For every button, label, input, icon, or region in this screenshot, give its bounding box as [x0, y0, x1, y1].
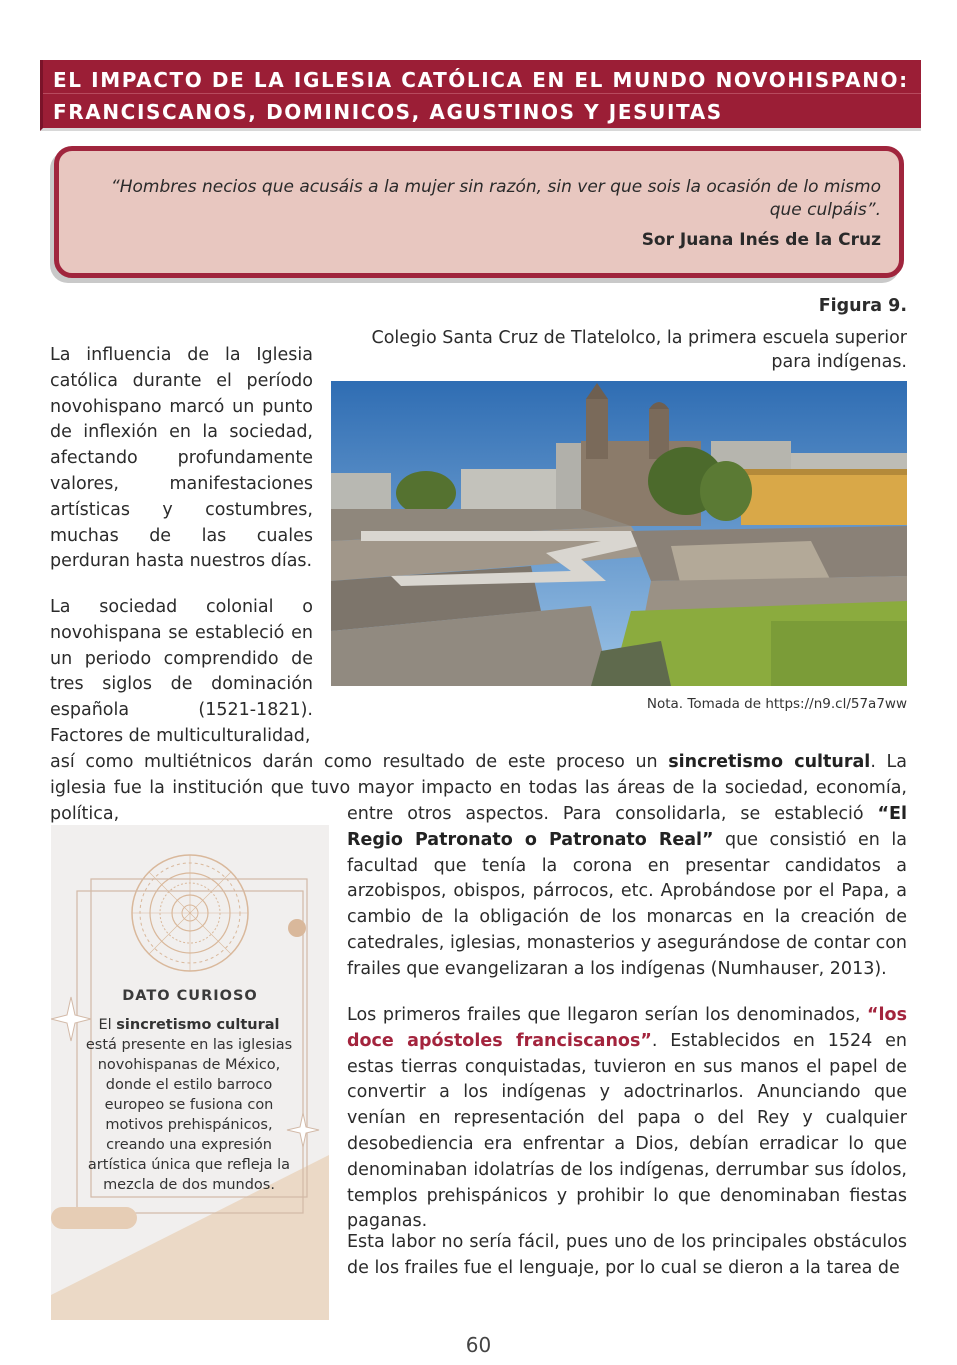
paragraph-2-text-a: así como multiétnicos darán como resultado de este proceso un — [50, 752, 669, 772]
quote-author: Sor Juana Inés de la Cruz — [641, 230, 881, 250]
paragraph-4: Esta labor no sería fácil, pues uno de los principales obstáculos de los frailes fue el lenguaje, por lo cual se dieron a la tarea de — [347, 1232, 907, 1278]
figure-label: Figura 9. — [818, 296, 907, 316]
page-title-line-1: EL IMPACTO DE LA IGLESIA CATÓLICA EN EL MUNDO NOVOHISPANO: — [53, 68, 909, 92]
dato-text-b: está presente en las iglesias novohispanas de México, donde el estilo barroco europeo se fusiona con motivos prehispánicos, creando una expresión artística única que refleja la mezcla de dos mundos. — [85, 1037, 293, 1193]
dato-curioso-title: DATO CURIOSO — [122, 988, 258, 1004]
paragraph-2-right — [347, 802, 907, 983]
page-title — [53, 64, 913, 128]
figure-caption: Colegio Santa Cruz de Tlatelolco, la primera escuela superior para indígenas. — [371, 328, 907, 372]
patronato-bold: “El Regio Patronato o Patronato Real” — [347, 804, 907, 850]
paragraph-3 — [347, 1003, 907, 1235]
figure-note: Nota. Tomada de https://n9.cl/57a7ww — [646, 696, 907, 712]
quote-box — [54, 146, 904, 278]
paragraph-2-right-a: entre otros aspectos. Para consolidarla, se estableció — [347, 804, 878, 824]
page-number: 60 — [465, 1333, 492, 1357]
dato-text-a: El — [98, 1017, 117, 1033]
paragraph-2-left: La sociedad colonial o novohispana se estableció en un periodo comprendido de tres siglos de dominación española (1521-1821). Factores de multiculturalidad, — [50, 597, 313, 746]
sincretismo-bold: sincretismo cultural — [668, 752, 871, 772]
paragraph-3-a: Los primeros frailes que llegaron serían los denominados, — [347, 1005, 868, 1025]
paragraph-1: La influencia de la Iglesia católica durante el período novohispano marcó un punto de inflexión en la sociedad, afectando profundamente valores, manifestaciones artísticas y costumbres, muchas de las cuales perduran hasta nuestros días. — [50, 345, 313, 572]
quote-text: “Hombres necios que acusáis a la mujer sin razón, sin ver que sois la ocasión de lo mismo que culpáis”. — [110, 177, 881, 220]
tlatelolco-photo — [331, 381, 907, 686]
dato-curioso-text — [82, 1015, 296, 1195]
title-banner — [40, 60, 921, 131]
paragraph-2-right-b: que consistió en la facultad que tenía la corona en presentar candidatos a arzobispos, obispos, párrocos, etc. Aprobándose por el Papa, a cambio de la obligación de los monarcas en la creación de catedrales, iglesias, monasterios y asegurándose de contar con frailes que evangelizaran a los indígenas (Numhauser, 2013). — [347, 829, 907, 979]
paragraph-3-b: . Establecidos en 1524 en estas tierras conquistadas, tuvieron en sus manos el papel de convertir a los indígenas y adoctrinarlos. Anunciando que venían en representación del papa o del Rey y cualquier desobediencia era enfrentar a Dios, debían erradicar lo que denominaban idolatrías de los indígenas, derrumbar sus ídolos, templos prehispánicos y prohibir lo que denominaban fiestas paganas. — [347, 1030, 907, 1232]
doce-apostoles-highlight: “los doce apóstoles franciscanos” — [347, 1005, 907, 1051]
paragraph-2-text-b: . La iglesia fue la institución que tuvo mayor impacto en todas las áreas de la sociedad, economía, política, — [50, 752, 907, 824]
figure-photo — [331, 381, 907, 686]
aztec-calendar-icon — [132, 855, 248, 971]
dato-text-bold: sincretismo cultural — [116, 1017, 280, 1033]
page-title-line-2: FRANCISCANOS, DOMINICOS, AGUSTINOS Y JESUITAS — [53, 100, 723, 124]
